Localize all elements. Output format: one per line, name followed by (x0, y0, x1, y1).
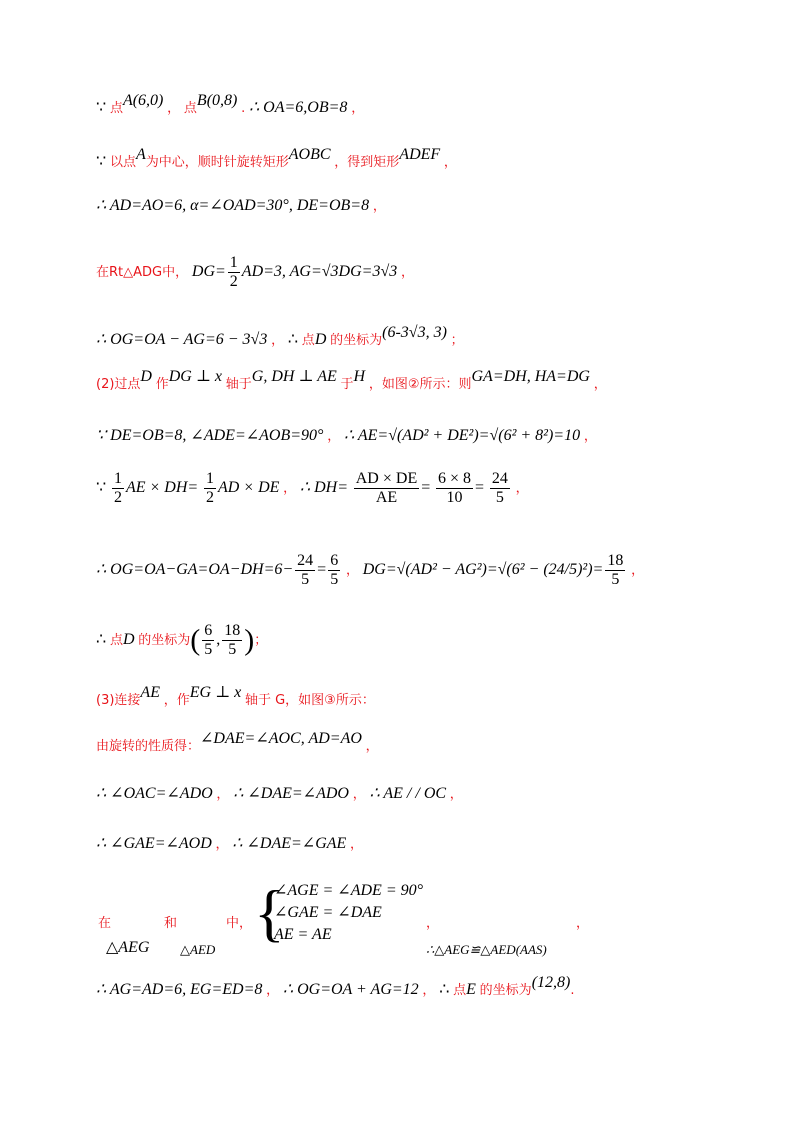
line-13: ∴ ∠OAC=∠ADO ， ∴ ∠DAE=∠ADO ， ∴ AE / / OC ， (96, 785, 463, 802)
line-2: ∵ 以点A为中心，顺时针旋转矩形AOBC ，得到矩形ADEF ， (96, 146, 457, 170)
fraction: $\frac{24}{5}$ (491, 470, 508, 506)
line-11: (3)连接AE ，作EG ⊥ x 轴于 G，如图③所示： (96, 684, 375, 708)
line-8: ∵ $\frac{1}{2}$ AE × DH= $\frac{1}{2}$ AD × DE ， ∴ DH= $\frac{AD \times DE}{AE}$ = $\frac{6 \times 8}{10}$ = $\frac{24}{5}$ ， (96, 470, 529, 506)
fraction: $\frac{18}{5}$ (607, 552, 624, 588)
fraction: $\frac{18}{5}$ (224, 622, 241, 658)
line-16: ∴ AG=AD=6, EG=ED=8 ， ∴ OG=OA + AG=12 ， ∴ 点E 的坐标为(12,8). (96, 974, 575, 998)
line-1: ∵ 点A(6,0) ， 点B(0,8) . ∴ OA=6,OB=8 ， (96, 92, 365, 116)
line-10: ∴ 点D 的坐标为( $\frac{6}{5}$ , $\frac{18}{5}$ )； (96, 622, 268, 658)
fraction-half: $\frac{1}{2}$ (229, 254, 238, 290)
fraction: $\frac{1}{2}$ (113, 470, 122, 506)
line-12: 由旋转的性质得：∠DAE=∠AOC, AD=AO ， (96, 730, 379, 754)
line-9: ∴ OG=OA−GA=OA−DH=6− $\frac{24}{5}$ = $\frac{6}{5}$ ， DG=√(AD² − AG²)=√(6² − (24/5)²)= $\frac{18}{5}$ ， (96, 552, 645, 588)
line-15: 在 和 中， △AEG △AED { ∠AGE = ∠ADE = 90° ∠GAE = ∠DAE AE = AE ， ∴△AEG≌△AED(AAS) ， (98, 877, 590, 957)
fraction: $\frac{AD \times DE}{AE}$ (355, 470, 418, 506)
fraction: $\frac{6}{5}$ (204, 622, 213, 658)
line-7: ∵ DE=OB=8, ∠ADE=∠AOB=90° ， ∴ AE=√(AD² + DE²)=√(6² + 8²)=10 ， (96, 427, 597, 444)
equation-system: ∠AGE = ∠ADE = 90° ∠GAE = ∠DAE AE = AE (274, 882, 424, 943)
fraction: $\frac{6}{5}$ (330, 552, 339, 588)
line-6: (2)过点D 作DG ⊥ x 轴于G, DH ⊥ AE 于H ，如图②所示：则GA=DH, HA=DG ， (96, 368, 607, 392)
line-5: ∴ OG=OA − AG=6 − 3√3 ， ∴ 点D 的坐标为(6-3√3, 3) ； (96, 324, 464, 348)
fraction: $\frac{6 \times 8}{10}$ (438, 470, 472, 506)
fraction: $\frac{24}{5}$ (297, 552, 314, 588)
line-4: 在Rt△ADG中， DG= $\frac{1}{2}$ AD=3, AG=√3DG=3√3 ， (96, 254, 414, 290)
line-14: ∴ ∠GAE=∠AOD ， ∴ ∠DAE=∠GAE ， (96, 835, 364, 852)
fraction: $\frac{1}{2}$ (205, 470, 214, 506)
line-3: ∴ AD=AO=6, α=∠OAD=30°, DE=OB=8 ， (96, 197, 386, 214)
